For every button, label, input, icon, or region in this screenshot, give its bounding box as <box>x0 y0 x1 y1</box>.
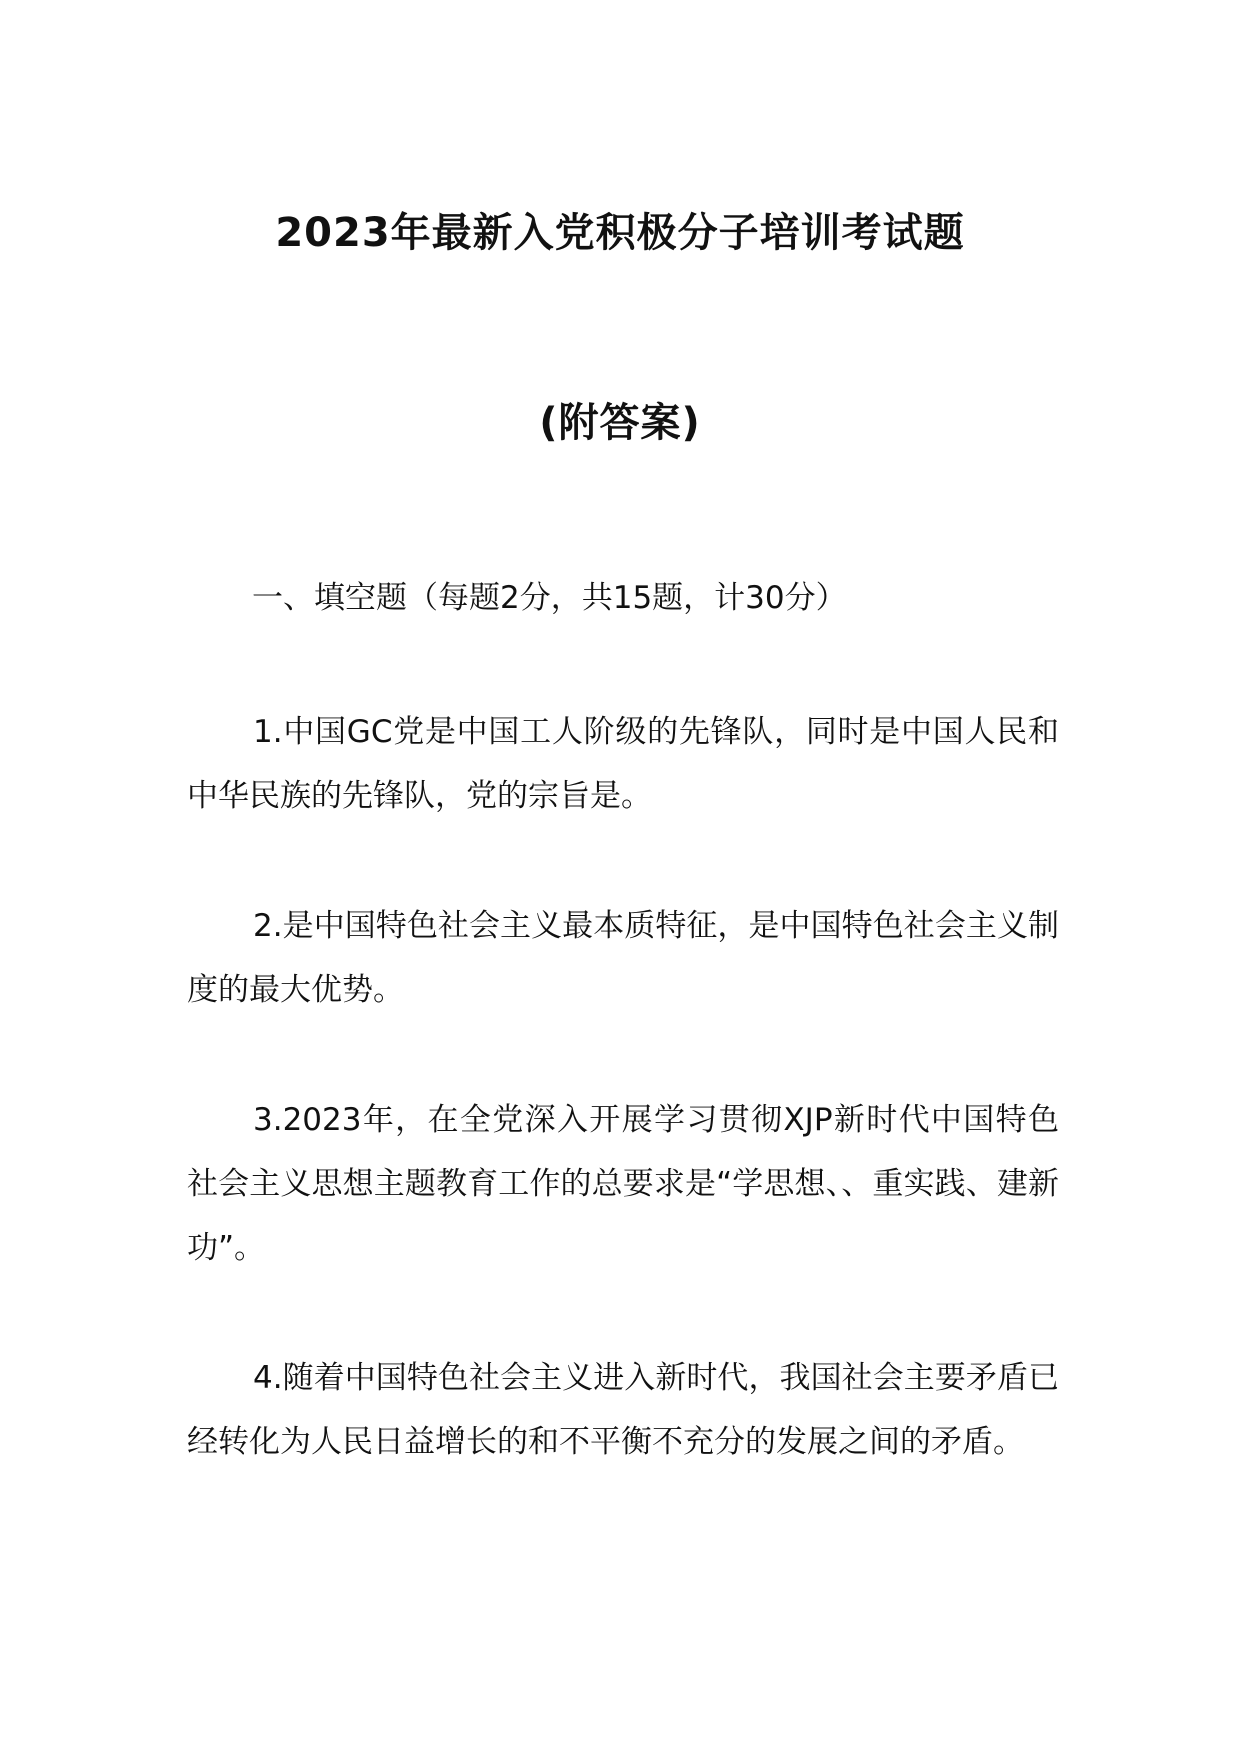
question-item: 2.是中国特色社会主义最本质特征，是中国特色社会主义制度的最大优势。 <box>187 908 1059 1008</box>
question-item: 3.2023年，在全党深入开展学习贯彻XJP新时代中国特色社会主义思想主题教育工作的总要求是“学思想、、重实践、建新功”。 <box>187 1102 1059 1266</box>
question-item: 1.中国GC党是中国工人阶级的先锋队，同时是中国人民和中华民族的先锋队，党的宗旨是。 <box>187 714 1059 814</box>
document-subtitle: (附答案) <box>539 400 701 446</box>
document-title: 2023年最新入党积极分子培训考试题 <box>275 210 965 256</box>
question-item: 4.随着中国特色社会主义进入新时代，我国社会主要矛盾已经转化为人民日益增长的和不平衡不充分的发展之间的矛盾。 <box>187 1360 1059 1460</box>
section-heading: 一、填空题（每题2分，共15题，计30分） <box>252 580 847 616</box>
